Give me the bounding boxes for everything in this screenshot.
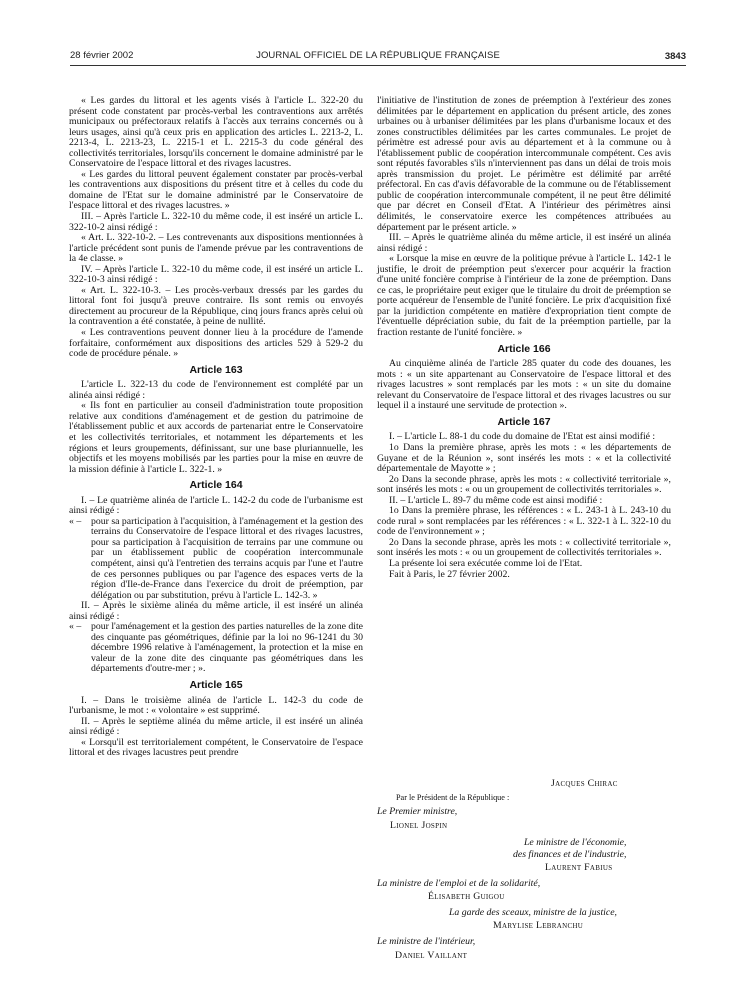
justice-minister-name: Marylise Lebranchu [493, 920, 584, 931]
header-title: JOURNAL OFFICIEL DE LA RÉPUBLIQUE FRANÇAISE [256, 50, 500, 61]
left-paragraph: « Art. L. 322-10-2. – Les contrevenants aux dispositions mentionnées à l'article précédent sont punis de l'amende prévue par les contraventions de la 4e classe. » [69, 232, 363, 265]
left-paragraph: « Lorsqu'il est territorialement compétent, le Conservatoire de l'espace littoral et des rivages lacustres peut prendre [69, 736, 363, 759]
left-column [69, 96, 363, 759]
economy-minister-title-2: des finances et de l'industrie, [513, 849, 627, 860]
economy-minister-name: Laurent Fabius [545, 862, 613, 873]
left-paragraph: « Les gardes du littoral et les agents visés à l'article L. 322-20 du présent code constatent par procès-verbal les contraventions aux arrêtés municipaux ou préfectoraux relatifs à l'accès aux terrains concernés ou à leurs usages, ainsi qu'à ceux pris en application des articles L. 2213-2, L. 2213-4, L. 2213-23, L. 2215-1 et L. 2215-3 du code général des collectivités territoriales, lorsqu'ils concernent le domaine administré par le Conservatoire de l'espace littoral et des rivages lacustres. [69, 95, 363, 170]
right-paragraph: II. – L'article L. 89-7 du même code est ainsi modifié : [389, 494, 603, 506]
interior-minister-title: Le ministre de l'intérieur, [377, 936, 476, 947]
employment-minister-name: Élisabeth Guigou [428, 891, 505, 902]
page-header [70, 50, 686, 66]
dash-item-text: pour sa participation à l'acquisition, à l'aménagement et la gestion des terrains du Conservatoire de l'espace littoral et des rivages lacustres, pour sa participation à l'acquisition de terrains par une commune ou par un établissement public de coopération intercommunale compétent, ainsi qu'à l'entretien des terrains acquis par l'une et l'autre de ces personnes publiques ou par l'agence des espaces verts de la région d'Ile-de-France dans l'exercice du droit de préemption, par délégation ou par substitution, prévu à l'article L. 142-3. » [91, 515, 363, 601]
right-paragraph: 2o Dans la seconde phrase, après les mots : « collectivité territoriale », sont insérés les mots : « ou un groupement de collectivités territoriales ». [377, 473, 671, 496]
left-dash-item [69, 622, 363, 675]
left-paragraph: « Les gardes du littoral peuvent également constater par procès-verbal les contraventions aux dispositions du présent titre et à celles du code du domaine de l'Etat sur le domaine administré par le Conservatoire de l'espace littoral et des rivages lacustres. » [69, 168, 363, 212]
prime-minister-name: Lionel Jospin [390, 820, 448, 831]
left-paragraph: III. – Après l'article L. 322-10 du même code, il est inséré un article L. 322-10-2 ainsi rédigé : [69, 211, 363, 233]
right-column [377, 96, 671, 580]
dash-marker: « – [69, 621, 82, 633]
right-paragraph: 1o Dans la première phrase, les références : « L. 243-1 à L. 243-10 du code rural » sont remplacées par les références : « L. 322-1 à L. 322-10 du code de l'environnement » ; [377, 505, 671, 538]
right-paragraph: l'initiative de l'institution de zones de préemption à l'extérieur des zones délimitées par le département en application du présent article, des zones urbaines ou à urbaniser délimitées par les plans d'urbanisme locaux et des zones constructibles délimitées par les cartes communales. Le projet de périmètre est adressé pour avis au département et à la commune ou à l'établissement public de coopération intercommunale compétent. Ces avis sont réputés favorables s'ils n'interviennent pas dans un délai de trois mois après transmission du projet. Le périmètre est délimité par arrêté préfectoral. En cas d'avis défavorable de la commune ou de l'établissement public de coopération intercommunale compétent, il ne peut être délimité que par décret en Conseil d'Etat. A l'intérieur des périmètres ainsi délimités, le conservatoire exerce les compétences attribuées au département par le présent article. » [377, 95, 671, 233]
left-paragraph: L'article L. 322-13 du code de l'environnement est complété par un alinéa ainsi rédigé : [69, 379, 363, 401]
left-dash-item [69, 517, 363, 601]
right-paragraph: La présente loi sera exécutée comme loi de l'Etat. [389, 557, 583, 569]
left-paragraph: IV. – Après l'article L. 322-10 du même code, il est inséré un article L. 322-10-3 ainsi rédigé : [69, 263, 363, 286]
right-paragraph: « Lorsque la mise en œuvre de la politique prévue à l'article L. 142-1 le justifie, le droit de préemption peut s'exercer pour acquérir la fraction d'une unité foncière comprise à l'intérieur de la zone de préemption. Dans ce cas, le propriétaire peut exiger que le titulaire du droit de préemption se porte acquéreur de l'ensemble de l'unité foncière. Le prix d'acquisition fixé par la juridiction compétente en matière d'expropriation tient compte de l'éventuelle dépréciation subie, du fait de la préemption partielle, par la fraction restante de l'unité foncière. » [377, 253, 671, 339]
interior-minister-name: Daniel Vaillant [395, 950, 468, 961]
right-paragraph: Fait à Paris, le 27 février 2002. [389, 568, 510, 580]
right-paragraph: 2o Dans la seconde phrase, après les mots : « collectivité territoriale », sont insérés les mots : « ou un groupement de collectivités territoriales ». [377, 536, 671, 559]
employment-minister-title: La ministre de l'emploi et de la solidarité, [377, 878, 541, 889]
left-paragraph: « Les contraventions peuvent donner lieu à la procédure de l'amende forfaitaire, conformément aux dispositions des articles 529 à 529-2 du code de procédure pénale. » [69, 327, 363, 360]
dash-marker: « – [69, 515, 82, 527]
right-article-heading: Article 166 [497, 342, 551, 355]
by-president-line: Par le Président de la République : [396, 793, 510, 802]
header-rule [70, 65, 686, 66]
left-paragraph: I. – Dans le troisième alinéa de l'article L. 142-3 du code de l'urbanisme, le mot : « volontaire » est supprimé. [69, 694, 363, 717]
right-article-heading: Article 167 [497, 415, 551, 428]
economy-minister-title-1: Le ministre de l'économie, [524, 837, 627, 848]
header-date: 28 février 2002 [70, 50, 134, 61]
right-paragraph: I. – L'article L. 88-1 du code du domaine de l'Etat est ainsi modifié : [389, 431, 656, 443]
left-article-heading: Article 163 [189, 363, 243, 376]
left-paragraph: « Art. L. 322-10-3. – Les procès-verbaux dressés par les gardes du littoral font foi jusqu'à preuve contraire. Ils sont remis ou envoyés directement au procureur de la République, cinq jours francs après celui où la contravention a été constatée, à peine de nullité. [69, 284, 363, 328]
left-paragraph: II. – Après le sixième alinéa du même article, il est inséré un alinéa ainsi rédigé : [69, 600, 363, 622]
right-paragraph: 1o Dans la première phrase, après les mots : « les départements de Guyane et de la Réunion », sont insérés les mots : « et la collectivité départementale de Mayotte » ; [377, 441, 671, 475]
right-paragraph: III. – Après le quatrième alinéa du même article, il est inséré un alinéa ainsi rédigé : [377, 232, 671, 254]
signature-president: Jacques Chirac [551, 778, 618, 789]
dash-item-text: pour l'aménagement et la gestion des parties naturelles de la zone dite des cinquante pas géométriques, définie par la loi no 96-1241 du 30 décembre 1996 relative à l'aménagement, la protection et la mise en valeur de la zone dite des cinquante pas géométriques dans les départements d'outre-mer ; ». [91, 621, 363, 675]
left-article-heading: Article 165 [189, 678, 243, 691]
left-paragraph: I. – Le quatrième alinéa de l'article L. 142-2 du code de l'urbanisme est ainsi rédigé : [69, 494, 363, 517]
left-paragraph: « Ils font en particulier au conseil d'administration toute proposition relative aux conditions d'aménagement et de gestion du patrimoine de l'établissement public et aux accords de partenariat entre le Conservatoire et les collectivités territoriales, et notamment les départements et les régions et leurs groupements, définissant, sur une base pluriannuelle, les objectifs et les moyens mobilisés par les parties pour la mise en œuvre de la mission définie à l'article L. 322-1. » [69, 400, 363, 475]
prime-minister-title: Le Premier ministre, [377, 806, 458, 817]
page-number: 3843 [664, 51, 686, 62]
left-paragraph: II. – Après le septième alinéa du même article, il est inséré un alinéa ainsi rédigé : [69, 715, 363, 738]
right-paragraph: Au cinquième alinéa de l'article 285 quater du code des douanes, les mots : « un site appartenant au Conservatoire de l'espace littoral et des rivages lacustres » sont remplacés par les mots : « un site du domaine relevant du Conservatoire de l'espace littoral et des rivages lacustres ou sur lequel il a instauré une servitude de protection ». [377, 358, 671, 412]
justice-minister-title: La garde des sceaux, ministre de la justice, [449, 907, 617, 918]
left-article-heading: Article 164 [189, 479, 243, 492]
